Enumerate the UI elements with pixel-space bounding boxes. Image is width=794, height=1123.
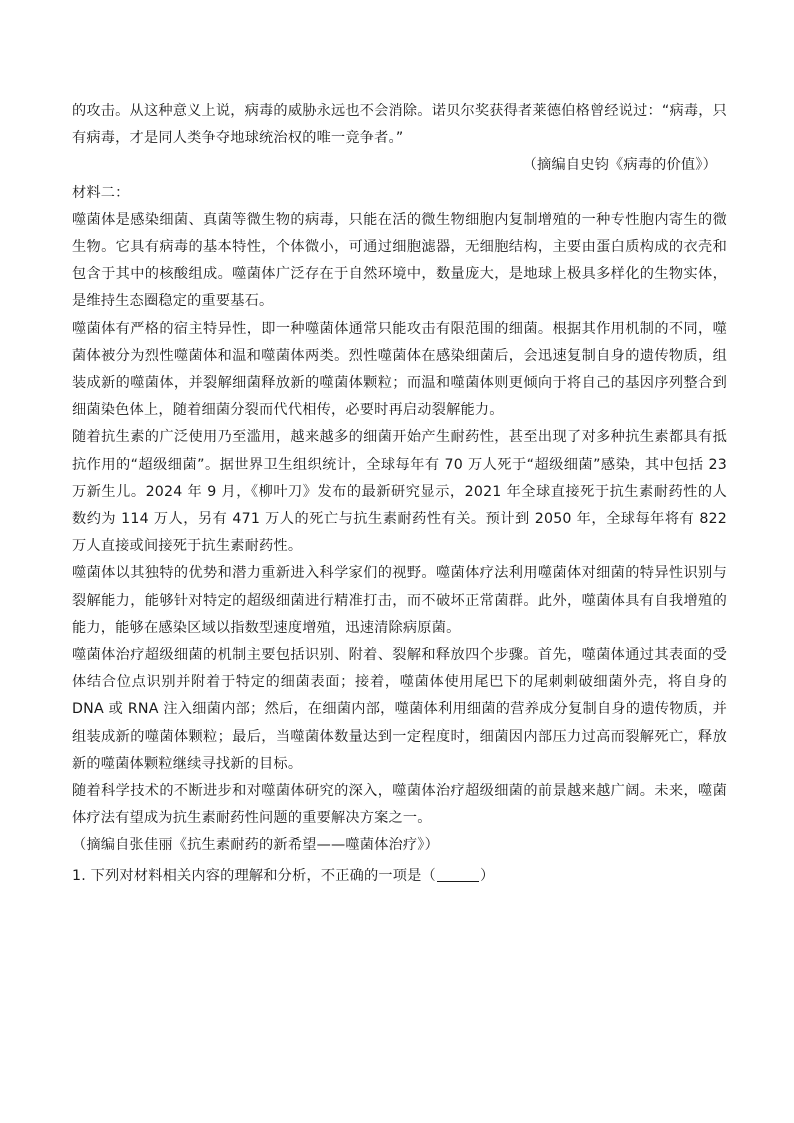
document-page (72, 98, 727, 890)
answer-blank[interactable] (437, 865, 479, 882)
material2-paragraph-4: 噬菌体以其独特的优势和潜力重新进入科学家们的视野。噬菌体疗法利用噬菌体对细菌的特异性识别与裂解能力，能够针对特定的超级细菌进行精准打击，而不破坏正常菌群。此外，噬菌体具有自我增殖的能力，能够在感染区域以指数型速度增殖，迅速清除病原菌。 (72, 565, 727, 636)
material2-label: 材料二： (72, 184, 130, 201)
question-1-text: 1. 下列对材料相关内容的理解和分析，不正确的一项是（ (72, 867, 436, 884)
material1-tail-paragraph: 的攻击。从这种意义上说，病毒的威胁永远也不会消除。诺贝尔奖获得者莱德伯格曾经说过：“病毒，只有病毒，才是同人类争夺地球统治权的唯一竞争者。” (72, 103, 727, 147)
material1-source: （摘编自史钧《病毒的价值》） (522, 157, 717, 174)
material2-source: （摘编自张佳丽《抗生素耐药的新希望——噬菌体治疗》） (72, 837, 439, 854)
material2-paragraph-6: 随着科学技术的不断进步和对噬菌体研究的深入，噬菌体治疗超级细菌的前景越来越广阔。未来，噬菌体疗法有望成为抗生素耐药性问题的重要解决方案之一。 (72, 783, 727, 827)
material2-paragraph-3: 随着抗生素的广泛使用乃至滥用，越来越多的细菌开始产生耐药性，甚至出现了对多种抗生素都具有抵抗作用的“超级细菌”。据世界卫生组织统计，全球每年有 70 万人死于“超级细菌”感染，其中包括 23 万新生儿。2024 年 9 月，《柳叶刀》发布的最新研究显示，2021 年全球直接死于抗生素耐药性的人数约为 114 万人，另有 471 万人的死亡与抗生素耐药性有关。预计到 2050 年，全球每年将有 822 万人直接或间接死于抗生素耐药性。 (72, 429, 727, 555)
question-1-close: ） (479, 867, 495, 884)
material2-paragraph-5: 噬菌体治疗超级细菌的机制主要包括识别、附着、裂解和释放四个步骤。首先，噬菌体通过其表面的受体结合位点识别并附着于特定的细菌表面；接着，噬菌体使用尾巴下的尾刺刺破细菌外壳，将自身的 DNA 或 RNA 注入细菌内部；然后，在细菌内部，噬菌体利用细菌的营养成分复制自身的遗传物质，并组装成新的噬菌体颗粒；最后，当噬菌体数量达到一定程度时，细菌因内部压力过高而裂解死亡，释放新的噬菌体颗粒继续寻找新的目标。 (72, 647, 727, 772)
material2-paragraph-2: 噬菌体有严格的宿主特异性，即一种噬菌体通常只能攻击有限范围的细菌。根据其作用机制的不同，噬菌体被分为烈性噬菌体和温和噬菌体两类。烈性噬菌体在感染细菌后，会迅速复制自身的遗传物质，组装成新的噬菌体，并裂解细菌释放新的噬菌体颗粒；而温和噬菌体则更倾向于将自己的基因序列整合到细菌染色体上，随着细菌分裂而代代相传，必要时再启动裂解能力。 (72, 320, 727, 419)
question-1 (72, 863, 727, 890)
material2-paragraph-1: 噬菌体是感染细菌、真菌等微生物的病毒，只能在活的微生物细胞内复制增殖的一种专性胞内寄生的微生物。它具有病毒的基本特性，个体微小，可通过细胞滤器，无细胞结构，主要由蛋白质构成的衣壳和包含于其中的核酸组成。噬菌体广泛存在于自然环境中，数量庞大，是地球上极具多样化的生物实体，是维持生态圈稳定的重要基石。 (72, 211, 727, 310)
